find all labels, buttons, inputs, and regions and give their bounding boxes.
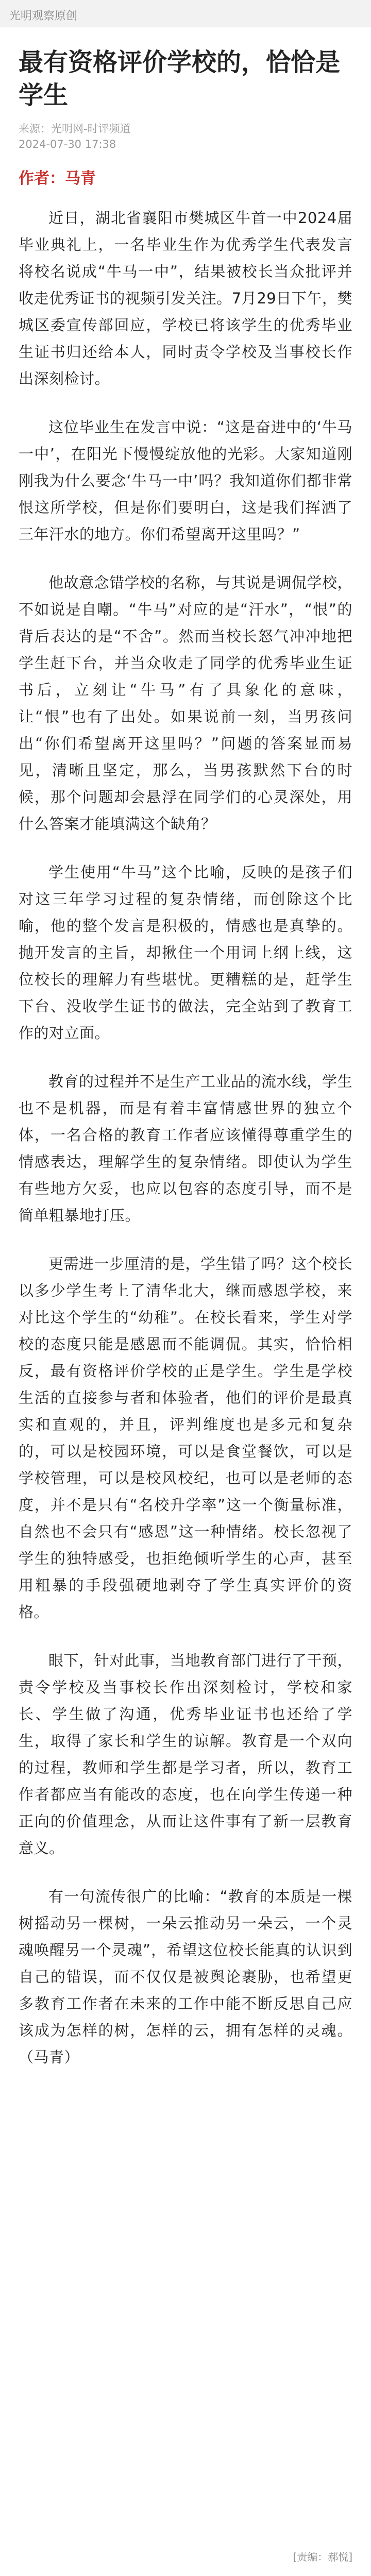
paragraph-8: 有一句流传很广的比喻：“教育的本质是一棵树摇动另一棵树，一朵云推动另一朵云，一个灵魂唤醒另一个灵魂”，希望这位校长能真的认识到自己的错误，而不仅仅是被舆论裹胁，也希望更多教育工作者在未来的工作中能不断反思自己应该成为怎样的树，怎样的云，拥有怎样的灵魂。（马青） <box>19 1888 352 2066</box>
top-bar <box>0 0 371 27</box>
paragraph-1: 近日，湖北省襄阳市樊城区牛首一中2024届毕业典礼上，一名毕业生作为优秀学生代表发言将校名说成“牛马一中”，结果被校长当众批评并收走优秀证书的视频引发关注。7月29日下午，樊城区委宣传部回应，学校已将该学生的优秀毕业生证书归还给本人，同时责令学校及当事校长作出深刻检讨。 <box>19 209 352 387</box>
article-meta <box>19 121 352 152</box>
article-title: 最有资格评价学校的，恰恰是学生 <box>19 48 341 110</box>
paragraph-7: 眼下，针对此事，当地教育部门进行了干预，责令学校及当事校长作出深刻检讨，学校和家长、学生做了沟通，优秀毕业证书也还给了学生，取得了家长和学生的谅解。教育是一个双向的过程，教师和学生都是学习者，所以，教育工作者都应当有能改的态度，也在向学生传递一种正向的价值理念，从而让这件事有了新一层教育意义。 <box>19 1652 353 1857</box>
paragraph-2: 这位毕业生在发言中说：“这是奋进中的‘牛马一中’，在阳光下慢慢绽放他的光彩。大家知道刚刚我为什么要念‘牛马一中’吗？我知道你们都非常恨这所学校，但是你们要明白，这是我们挥洒了三年汗水的地方。你们希望离开这里吗？” <box>19 418 352 543</box>
editor-caption: [责编：郝悦] <box>293 2551 352 2563</box>
article-author: 作者：马青 <box>19 170 96 188</box>
paragraph-5: 教育的过程并不是生产工业品的流水线，学生也不是机器，而是有着丰富情感世界的独立个体，一名合格的教育工作者应该懂得尊重学生的情感表达，理解学生的复杂情绪。即使认为学生有些地方欠妥，也应以包容的态度引导，而不是简单粗暴地打压。 <box>19 1073 353 1224</box>
paragraph-3: 他故意念错学校的名称，与其说是调侃学校，不如说是自嘲。“牛马”对应的是“汗水”，“恨”的背后表达的是“不舍”。然而当校长怒气冲冲地把学生赶下台，并当众收走了同学的优秀毕业生证书后，立刻让“牛马”有了具象化的意味，让“恨”也有了出处。如果说前一刻，当男孩问出“你们希望离开这里吗？”问题的答案显而易见，清晰且坚定，那么，当男孩默然下台的时候，那个问题却会悬浮在同学们的心灵深处，用什么答案才能填满这个缺角？ <box>19 574 353 833</box>
article-body <box>19 205 352 2071</box>
article-source: 来源：光明网-时评频道 <box>19 123 131 135</box>
paragraph-4: 学生使用“牛马”这个比喻，反映的是孩子们对这三年学习过程的复杂情绪，而创除这个比喻，他的整个发言是积极的，情感也是真挚的。抛开发言的主旨，却揪住一个用词上纲上线，这位校长的理解力有些堪忧。更糟糕的是，赶学生下台、没收学生证书的做法，完全站到了教育工作的对立面。 <box>19 863 352 1042</box>
channel-label[interactable]: 光明观察原创 <box>9 10 78 23</box>
article-date: 2024-07-30 17:38 <box>19 138 116 150</box>
paragraph-6: 更需进一步厘清的是，学生错了吗？这个校长以多少学生考上了清华北大，继而感恩学校，来对比这个学生的“幼稚”。在校长看来，学生对学校的态度只能是感恩而不能调侃。其实，恰恰相反，最有资格评价学校的正是学生。学生是学校生活的直接参与者和体验者，他们的评价是最真实和直观的，并且，评判维度也是多元和复杂的，可以是校园环境，可以是食堂餐饮，可以是学校管理，可以是校风校纪，也可以是老师的态度，并不是只有“名校升学率”这一个衡量标准，自然也不会只有“感恩”这一种情绪。校长忽视了学生的独特感受，也拒绝倾听学生的心声，甚至用粗暴的手段强硬地剥夺了学生真实评价的资格。 <box>19 1255 353 1621</box>
article <box>0 46 371 2071</box>
